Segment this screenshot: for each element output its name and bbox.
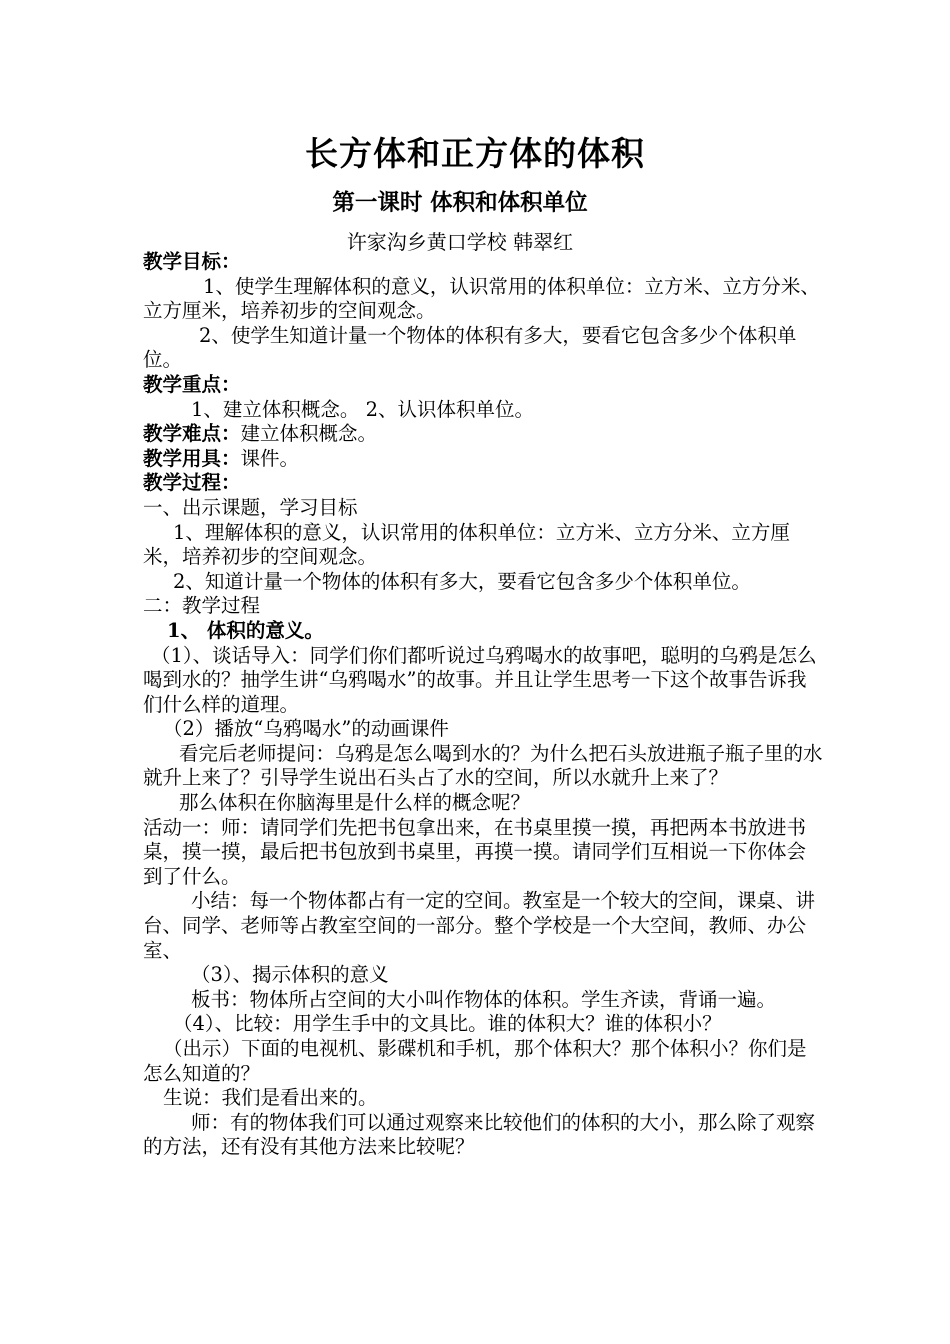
document-paragraph: 活动一：师：请同学们先把书包拿出来，在书桌里摸一摸，再把两本书放进书桌，摸一摸，最后把书包放到书桌里，再摸一摸。请同学们互相说一下你体会到了什么。 [143,815,807,888]
document-paragraph: 那么体积在你脑海里是什么样的概念呢？ [179,791,531,815]
document-title: 长方体和正方体的体积 [305,134,645,173]
document-subtitle: 第一课时 体积和体积单位 [332,190,588,216]
document-paragraph: 一、出示课题，学习目标 [143,495,358,519]
document-paragraph: 教学目标： [143,250,241,273]
document-paragraph: （2）播放“乌鸦喝水”的动画课件 [163,717,449,741]
document-author: 许家沟乡黄口学校 韩翠红 [346,230,574,254]
document-paragraph: 1、建立体积概念。 2、认识体积单位。 [191,397,535,421]
document-paragraph: （4）、比较：用学生手中的文具比。谁的体积大？谁的体积小？ [173,1012,722,1036]
document-body [143,250,823,1160]
paragraph-heading: 教学难点： [143,422,241,446]
document-paragraph [143,447,823,472]
document-paragraph: 教学重点： [143,372,241,396]
document-paragraph: （出示）下面的电视机、影碟机和手机，那个体积大？那个体积小？你们是怎么知道的？ [143,1037,807,1085]
document-paragraph: 师：有的物体我们可以通过观察来比较他们的体积的大小，那么除了观察的方法，还有没有其他方法来比较呢？ [143,1110,816,1159]
document-paragraph [143,422,823,447]
document-paragraph: 看完后老师提问：乌鸦是怎么喝到水的？为什么把石头放进瓶子瓶子里的水就升上来了？引导学生说出石头占了水的空间，所以水就升上来了？ [143,741,823,790]
document-paragraph: 教学过程： [143,471,241,495]
document-paragraph: 1、使学生理解体积的意义，认识常用的体积单位：立方米、立方分米、立方厘米，培养初步的空间观念。 [143,274,820,323]
document-paragraph: （3）、揭示体积的意义 [191,963,389,987]
paragraph-heading: 教学用具： [143,446,241,470]
document-paragraph: 二：教学过程 [143,594,261,618]
document-paragraph: 生说：我们是看出来的。 [163,1086,378,1110]
document-paragraph: 1、理解体积的意义，认识常用的体积单位：立方米、立方分米、立方厘米，培养初步的空间观念。 [143,520,790,569]
document-paragraph: 2、知道计量一个物体的体积有多大，要看它包含多少个体积单位。 [173,569,751,593]
document-paragraph: （1）、谈话导入：同学们你们都听说过乌鸦喝水的故事吧，聪明的乌鸦是怎么喝到水的？抽学生讲“乌鸦喝水”的故事。并且让学生思考一下这个故事告诉我们什么样的道理。 [143,643,817,716]
document-paragraph: 小结：每一个物体都占有一定的空间。教室是一个较大的空间，课桌、讲台、同学、老师等占教室空间的一部分。整个学校是一个大空间，教师、办公室、 [143,889,816,962]
document-paragraph: 2、使学生知道计量一个物体的体积有多大，要看它包含多少个体积单位。 [143,323,797,372]
paragraph-text: 课件。 [240,446,300,470]
paragraph-text: 建立体积概念。 [240,422,378,446]
document-paragraph: 1、 体积的意义。 [167,618,324,642]
document-paragraph: 板书：物体所占空间的大小叫作物体的体积。学生齐读，背诵一遍。 [191,987,777,1011]
